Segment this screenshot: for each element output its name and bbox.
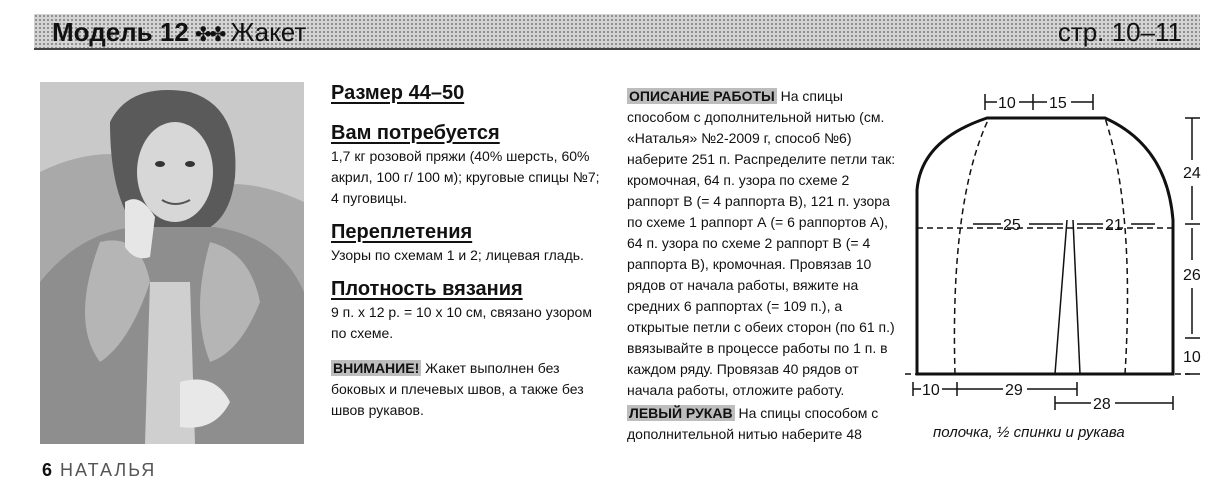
description-text: На спицы способом с дополнительной нитью (см. «Наталья» №2-2009 г, способ №6) наберите 251 п. Распределите петли так: кромочная, 64 п. узора по схеме 2 раппорт В (= 4 раппорта В), 121 п. узора по схеме 1 раппорт А (= 6 раппортов А), 64 п. узора по схеме 2 раппорт В (= 4 раппорта В), кромочная. Провязав 10 рядов от начала работы, вяжите на средних 6 раппортах (= 109 п.), а открытые петли с обеих сторон (по 61 п.) ввязывайте в процессе работы по 1 п. в каждом ряду. Провязав 40 рядов от начала работы, отложите работу.	[627, 88, 896, 398]
needs-section	[331, 120, 611, 209]
left-sleeve-label: ЛЕВЫЙ РУКАВ	[629, 405, 733, 421]
model-title	[52, 17, 306, 48]
attention-text: Жакет выполнен без боковых и плечевых швов, а также без швов рукавов.	[331, 360, 584, 418]
attention-note	[331, 358, 611, 421]
pattern-schematic	[905, 90, 1221, 450]
model-number: Модель 12	[52, 17, 189, 47]
diagram-caption: полочка, ½ спинки и рукава	[933, 424, 1125, 441]
attention-label: ВНИМАНИЕ!	[333, 360, 420, 376]
stitches-text: Узоры по схемам 1 и 2; лицевая гладь.	[331, 247, 584, 263]
page-range: стр. 10–11	[1057, 17, 1182, 47]
dim-mid-right: 21	[1105, 217, 1123, 234]
needs-text: 1,7 кг розовой пряжи (40% шерсть, 60% акрил, 100 г/ 100 м); круговые спицы №7; 4 пуговицы.	[331, 148, 600, 206]
model-photo	[40, 82, 304, 444]
gauge-section	[331, 276, 611, 344]
needs-heading: Вам потребуется	[331, 122, 500, 144]
dim-mid-left: 25	[1003, 217, 1021, 234]
size-section	[331, 80, 611, 106]
woman-in-jacket-image	[40, 82, 304, 444]
dim-bottom-right: 28	[1093, 396, 1111, 413]
page-number: 6	[42, 460, 53, 480]
dim-bottom-mid: 29	[1005, 382, 1023, 399]
description-column	[627, 86, 899, 445]
page-header	[34, 14, 1200, 50]
ornament-icon: ✤✤	[194, 24, 225, 46]
dim-top-left: 10	[998, 95, 1016, 112]
dim-top-right: 15	[1049, 95, 1067, 112]
description-label: ОПИСАНИЕ РАБОТЫ	[629, 88, 775, 104]
left-sleeve-text: На спицы способом с дополнительной нитью наберите 48	[627, 405, 879, 442]
dim-right-mid: 26	[1183, 267, 1201, 284]
info-column	[331, 80, 611, 421]
left-sleeve-paragraph	[627, 403, 899, 445]
stitches-section	[331, 219, 611, 266]
dim-right-top: 24	[1183, 165, 1201, 182]
gauge-text: 9 п. x 12 р. = 10 x 10 см, связано узором по схеме.	[331, 304, 592, 341]
stitches-heading: Переплетения	[331, 221, 473, 243]
pattern-diagram	[905, 90, 1221, 450]
size-heading: Размер 44–50	[331, 82, 465, 104]
page-footer	[42, 460, 156, 481]
dim-right-bottom: 10	[1183, 349, 1201, 366]
item-name: Жакет	[230, 17, 307, 47]
description-paragraph	[627, 86, 899, 401]
gauge-heading: Плотность вязания	[331, 278, 523, 300]
dim-bottom-left: 10	[922, 382, 940, 399]
magazine-name: НАТАЛЬЯ	[60, 460, 157, 480]
